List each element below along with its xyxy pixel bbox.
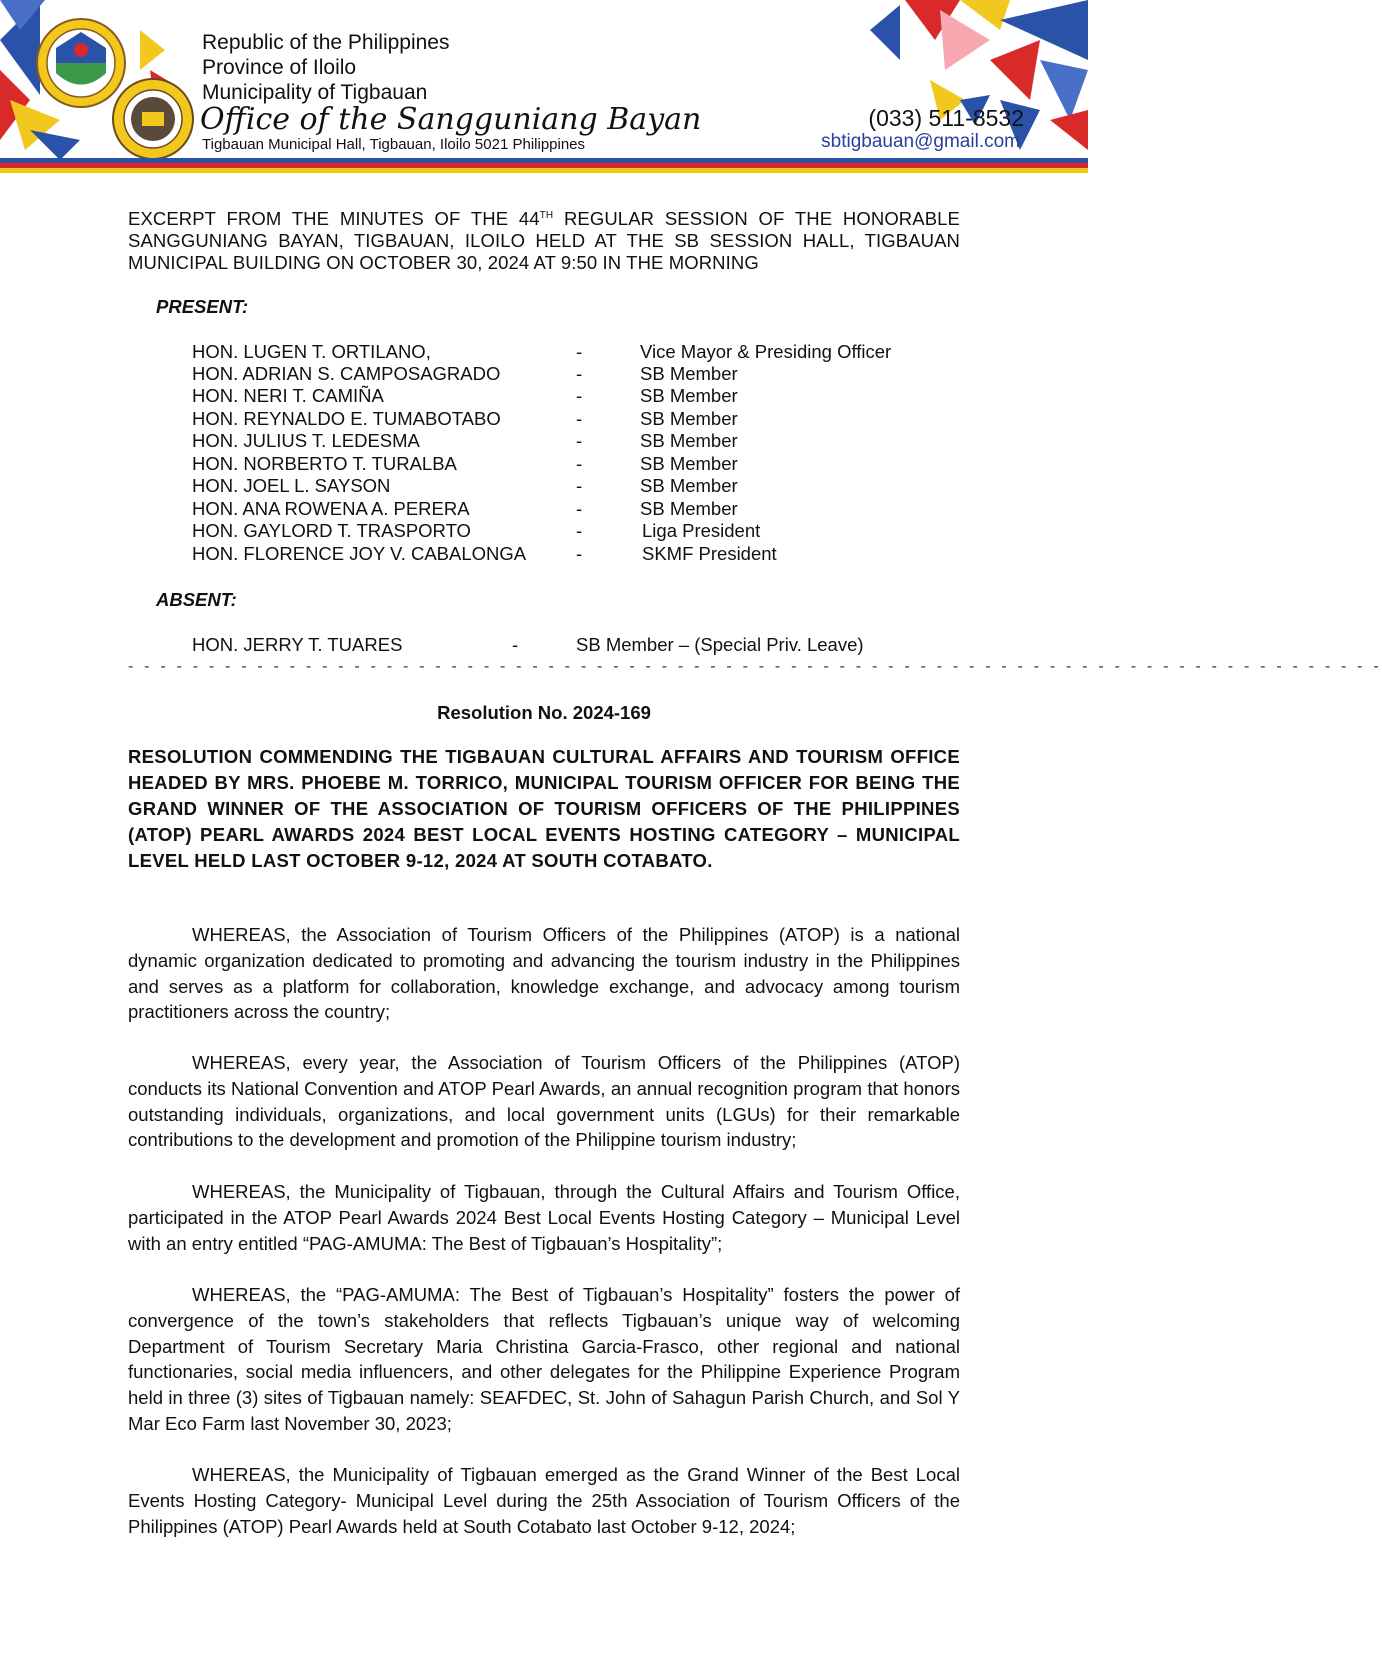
excerpt-superscript: TH	[539, 210, 554, 221]
attendee-position: SB Member	[640, 475, 738, 496]
whereas-paragraph: WHEREAS, the Municipality of Tigbauan, through the Cultural Affairs and Tourism Office, participated in the ATOP Pearl Awards 2024 Best Local Events Hosting Category – Municipal Level with an entry entitled “PAG-AMUMA: The Best of Tigbauan’s Hospitality”;	[128, 1181, 960, 1254]
separator-line: - - - - - - - - - - - - - - - - - - - - - - - - - - - - - - - - - - - - - - - - - - - - - - - - - - - - - - - - - - - - - - - - - - - - - - - - - - - - - -	[128, 658, 1382, 675]
country-line: Republic of the Philippines	[202, 31, 450, 54]
attendee-dash: -	[576, 543, 583, 564]
sangguniang-bayan-seal-logo	[112, 78, 194, 160]
office-address: Tigbauan Municipal Hall, Tigbauan, Iloilo 5021 Philippines	[202, 136, 586, 153]
attendee-name: HON. JOEL L. SAYSON	[192, 475, 391, 496]
attendee-name: HON. ANA ROWENA A. PERERA	[192, 498, 470, 519]
attendee-dash: -	[576, 498, 583, 519]
resolution-title: RESOLUTION COMMENDING THE TIGBAUAN CULTURAL AFFAIRS AND TOURISM OFFICE HEADED BY MRS. PHOEBE M. TORRICO, MUNICIPAL TOURISM OFFICER FOR BEING THE GRAND WINNER OF THE ASSOCIATION OF TOURISM OFFICERS OF THE PHILIPPINES (ATOP) PEARL AWARDS 2024 BEST LOCAL EVENTS HOSTING CATEGORY – MUNICIPAL LEVEL HELD LAST OCTOBER 9-12, 2024 AT SOUTH COTABATO.	[128, 746, 960, 871]
attendee-row	[192, 430, 972, 452]
attendee-name: HON. JULIUS T. LEDESMA	[192, 430, 420, 451]
attendee-name: HON. NERI T. CAMIÑA	[192, 385, 384, 406]
phone-number: (033) 511-8532	[868, 105, 1024, 131]
absent-dash: -	[512, 634, 519, 655]
attendee-position: SB Member	[640, 385, 738, 406]
attendee-row	[192, 385, 972, 407]
whereas-paragraph: WHEREAS, every year, the Association of Tourism Officers of the Philippines (ATOP) conducts its National Convention and ATOP Pearl Awards, an annual recognition program that honors outstanding individuals, organizations, and local government units (LGUs) for their remarkable contributions to the development and promotion of the Philippine tourism industry;	[128, 1052, 960, 1151]
attendee-name: HON. NORBERTO T. TURALBA	[192, 453, 457, 474]
minutes-excerpt	[128, 205, 960, 274]
attendee-position: SB Member	[640, 498, 738, 519]
absent-heading: ABSENT:	[156, 589, 237, 610]
excerpt-text-part1: EXCERPT FROM THE MINUTES OF THE 44	[128, 208, 540, 230]
attendee-dash: -	[576, 475, 583, 496]
email-address: sbtigbauan@gmail.com	[821, 131, 1020, 152]
attendee-name: HON. REYNALDO E. TUMABOTABO	[192, 408, 501, 429]
attendee-row	[192, 475, 972, 497]
attendee-position: SB Member	[640, 408, 738, 429]
excerpt-text-part2: REGULAR SESSION OF THE HONORABLE SANGGUNIANG BAYAN, TIGBAUAN, ILOILO HELD AT THE SB SESSION HALL, TIGBAUAN MUNICIPAL BUILDING ON OCTOBER 30, 2024 AT 9:50 IN THE MORNING	[128, 208, 960, 274]
attendee-dash: -	[576, 453, 583, 474]
attendee-name: HON. ADRIAN S. CAMPOSAGRADO	[192, 363, 501, 384]
province-line: Province of Iloilo	[202, 56, 357, 79]
attendee-row	[192, 363, 972, 385]
attendee-dash: -	[576, 430, 583, 451]
attendee-row	[192, 341, 972, 363]
attendee-dash: -	[576, 385, 583, 406]
attendee-row	[192, 543, 972, 565]
attendee-position: SKMF President	[642, 543, 777, 564]
attendee-row	[192, 408, 972, 430]
header-stripes	[0, 158, 1088, 173]
attendee-dash: -	[576, 520, 583, 541]
attendee-name: HON. GAYLORD T. TRASPORTO	[192, 520, 471, 541]
attendee-dash: -	[576, 363, 583, 384]
absent-position: SB Member – (Special Priv. Leave)	[576, 634, 864, 655]
present-heading: PRESENT:	[156, 296, 249, 317]
absent-row	[192, 634, 972, 656]
attendee-position: SB Member	[640, 453, 738, 474]
attendee-name: HON. FLORENCE JOY V. CABALONGA	[192, 543, 527, 564]
whereas-paragraph: WHEREAS, the Association of Tourism Officers of the Philippines (ATOP) is a national dynamic organization dedicated to promoting and advancing the tourism industry in the Philippines and serves as a platform for collaboration, knowledge exchange, and advocacy among tourism practitioners across the country;	[128, 924, 960, 1023]
absent-name: HON. JERRY T. TUARES	[192, 634, 403, 655]
letterhead	[0, 0, 1088, 178]
municipality-seal-logo	[36, 18, 126, 108]
attendee-position: SB Member	[640, 363, 738, 384]
attendee-position: SB Member	[640, 430, 738, 451]
municipality-line: Municipality of Tigbauan	[202, 81, 428, 104]
attendee-row	[192, 520, 972, 542]
attendee-position: Vice Mayor & Presiding Officer	[640, 341, 892, 362]
whereas-paragraph: WHEREAS, the Municipality of Tigbauan emerged as the Grand Winner of the Best Local Events Hosting Category- Municipal Level during the 25th Association of Tourism Officers of the Philippines (ATOP) Pearl Awards held at South Cotabato last October 9-12, 2024;	[128, 1464, 960, 1537]
whereas-paragraph: WHEREAS, the “PAG-AMUMA: The Best of Tigbauan’s Hospitality” fosters the power of convergence of the town’s stakeholders that reflects Tigbauan’s unique way of welcoming Department of Tourism Secretary Maria Christina Garcia-Frasco, other regional and national functionaries, social media influencers, and other delegates for the Philippine Experience Program held in three (3) sites of Tigbauan namely: SEAFDEC, St. John of Sahagun Parish Church, and Sol Y Mar Eco Farm last November 30, 2023;	[128, 1284, 960, 1434]
attendee-row	[192, 498, 972, 520]
attendee-row	[192, 453, 972, 475]
office-name: Office of the Sangguniang Bayan	[200, 102, 702, 137]
attendee-dash: -	[576, 341, 583, 362]
attendee-name: HON. LUGEN T. ORTILANO,	[192, 341, 431, 362]
attendee-dash: -	[576, 408, 583, 429]
resolution-number: Resolution No. 2024-169	[437, 702, 651, 723]
attendee-position: Liga President	[642, 520, 761, 541]
